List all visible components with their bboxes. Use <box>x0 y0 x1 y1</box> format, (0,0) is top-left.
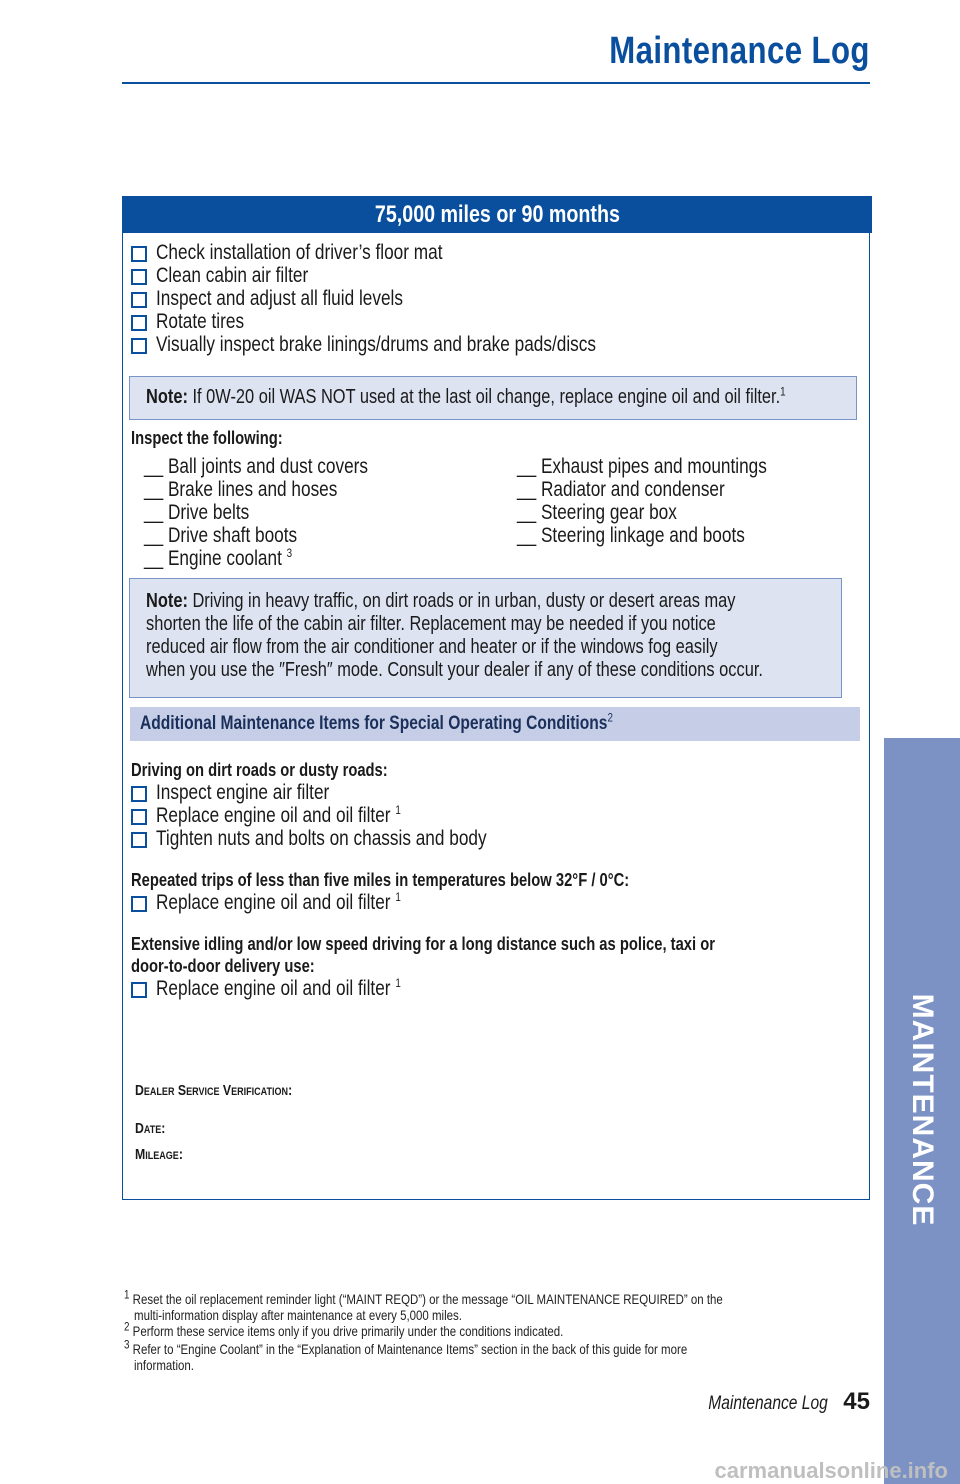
checkbox[interactable] <box>131 338 147 354</box>
checklist-item: Rotate tires <box>156 310 245 333</box>
footnote <box>124 1287 723 1307</box>
note-line: reduced air flow from the air conditioner and heater or if the windows fog easily <box>146 636 718 658</box>
footnote-ref: 3 <box>286 546 293 560</box>
inspect-item: __ Exhaust pipes and mountings <box>517 455 767 478</box>
note-line <box>146 590 735 613</box>
checklist-item: Inspect and adjust all fluid levels <box>156 287 403 310</box>
special-conditions-text: Additional Maintenance Items for Special Operating Conditions <box>140 713 608 734</box>
date-label: Date: <box>135 1120 166 1137</box>
footnote-text: Perform these service items only if you drive primarily under the conditions indicated. <box>132 1323 564 1339</box>
section-side-label: MAINTENANCE <box>906 993 939 1227</box>
idling-heading: Extensive idling and/or low speed driving for a long distance such as police, taxi or <box>131 934 715 954</box>
inspect-item <box>144 548 292 570</box>
page-number: 45 <box>843 1388 870 1415</box>
checkbox[interactable] <box>131 982 147 998</box>
checklist-item-text: Replace engine oil and oil filter <box>156 891 396 914</box>
inspect-item: __ Drive belts <box>144 501 250 524</box>
page-title: Maintenance Log <box>609 30 870 72</box>
checklist-item <box>156 978 401 1000</box>
footnote-ref: 2 <box>607 710 613 725</box>
checklist-item <box>156 805 401 827</box>
inspect-item: __ Brake lines and hoses <box>144 478 338 501</box>
footnote <box>124 1319 564 1339</box>
oil-note <box>146 386 786 409</box>
footnote <box>124 1337 688 1357</box>
checklist-item: Inspect engine air filter <box>156 781 330 804</box>
inspect-item: __ Radiator and condenser <box>517 478 725 501</box>
dealer-verification-label: Dealer Service Verification: <box>135 1082 293 1099</box>
note-line: when you use the ″Fresh″ mode. Consult your dealer if any of these conditions occur. <box>146 659 763 681</box>
footnote-ref: 1 <box>395 976 401 990</box>
note-text: If 0W-20 oil WAS NOT used at the last oil change, replace engine oil and oil filter. <box>187 386 781 408</box>
note-line: shorten the life of the cabin air filter. Replacement may be needed if you notice <box>146 613 716 635</box>
note-label: Note: <box>146 386 188 408</box>
checkbox[interactable] <box>131 809 147 825</box>
footer-section-label: Maintenance Log <box>708 1393 828 1414</box>
inspect-heading: Inspect the following: <box>131 428 283 448</box>
note-text: Driving in heavy traffic, on dirt roads or in urban, dusty or desert areas may <box>187 590 736 612</box>
oil-note-box <box>129 376 857 420</box>
checkbox[interactable] <box>131 896 147 912</box>
inspect-item: __ Steering linkage and boots <box>517 524 745 547</box>
checklist-item: Clean cabin air filter <box>156 264 309 287</box>
footnote-text: multi-information display after maintenance at every 5,000 miles. <box>134 1307 462 1323</box>
checkbox[interactable] <box>131 269 147 285</box>
checkbox[interactable] <box>131 246 147 262</box>
footnote-text: Reset the oil replacement reminder light (“MAINT REQD”) or the message “OIL MAINTENANCE REQUIRED” on the <box>132 1291 723 1307</box>
cabin-filter-note-box <box>129 578 842 698</box>
footnote-ref: 1 <box>395 890 401 904</box>
checkbox[interactable] <box>131 292 147 308</box>
footnote-ref: 1 <box>395 803 401 817</box>
checklist-item: Tighten nuts and bolts on chassis and body <box>156 827 487 850</box>
special-conditions-title <box>140 710 613 735</box>
footnote-number: 3 <box>124 1337 130 1352</box>
cold-trips-heading: Repeated trips of less than five miles in temperatures below 32°F / 0°C: <box>131 870 630 890</box>
idling-heading-cont: door-to-door delivery use: <box>131 956 315 976</box>
footnote-number: 1 <box>124 1287 130 1302</box>
checklist-item <box>156 892 401 914</box>
checklist-item: Visually inspect brake linings/drums and brake pads/discs <box>156 333 596 356</box>
note-label: Note: <box>146 590 188 612</box>
footnote-ref: 1 <box>780 384 786 399</box>
title-divider <box>122 82 870 84</box>
dirt-roads-heading: Driving on dirt roads or dusty roads: <box>131 760 388 780</box>
footnote-text: Refer to “Engine Coolant” in the “Explanation of Maintenance Items” section in the back of this guide for more <box>132 1341 688 1357</box>
checklist-item-text: Replace engine oil and oil filter <box>156 977 396 1000</box>
checkbox[interactable] <box>131 786 147 802</box>
inspect-item: __ Drive shaft boots <box>144 524 298 547</box>
interval-title: 75,000 miles or 90 months <box>374 201 620 228</box>
footnote <box>134 1308 462 1323</box>
footnote-number: 2 <box>124 1319 130 1334</box>
watermark: carmanualsonline.info <box>714 1458 948 1483</box>
special-conditions-bar <box>130 707 860 741</box>
checklist-item-text: Replace engine oil and oil filter <box>156 804 396 827</box>
checklist-item: Check installation of driver’s floor mat <box>156 241 443 264</box>
mileage-label: Mileage: <box>135 1146 183 1163</box>
inspect-item: __ Ball joints and dust covers <box>144 455 368 478</box>
inspect-item-text: __ Engine coolant <box>144 547 287 570</box>
footnote-text: information. <box>134 1357 194 1373</box>
inspect-item: __ Steering gear box <box>517 501 677 524</box>
interval-banner <box>122 196 872 233</box>
footnote <box>134 1358 194 1373</box>
checkbox[interactable] <box>131 315 147 331</box>
checkbox[interactable] <box>131 832 147 848</box>
